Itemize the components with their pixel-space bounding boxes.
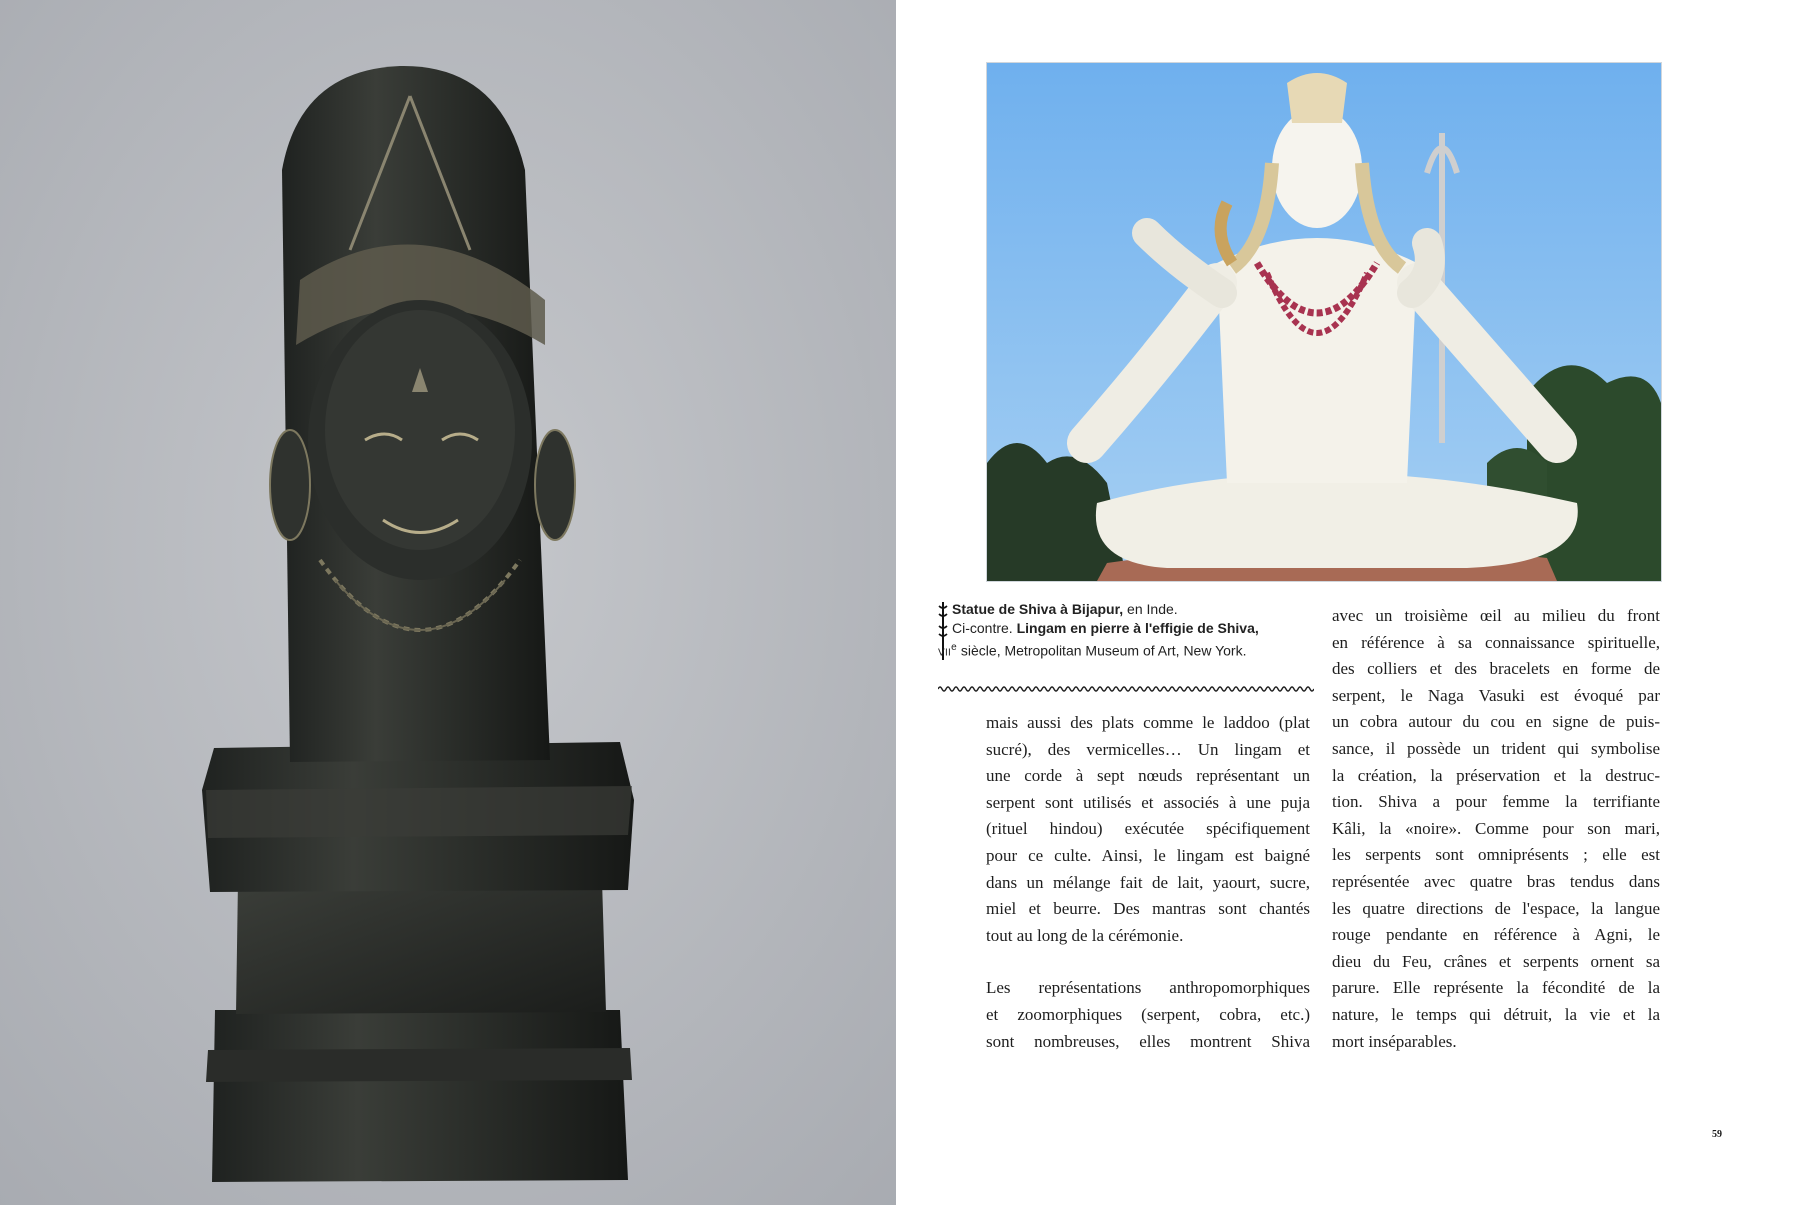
text-line: pour ce culte. Ainsi, le lingam est baigné (986, 845, 1310, 865)
page-number: 59 (1712, 1129, 1722, 1140)
text-line: (rituel hindou) exécutée spécifiquement (986, 819, 1310, 839)
text-line: en référence à sa connaissance spirituelle, (1332, 632, 1660, 652)
text-line: sont nombreuses, elles montrent Shiva (986, 1031, 1310, 1051)
caption-line-1: Statue de Shiva à Bijapur, en Inde. (952, 601, 1178, 617)
text-line: tout au long de la cérémonie. (986, 925, 1184, 945)
text-line: Kâli, la «noire». Comme pour son mari, (1332, 818, 1660, 838)
body-text-column-right (1332, 603, 1660, 1055)
text-line: serpent sont utilisés et associés à une puja (986, 792, 1310, 812)
text-line: un cobra autour du cou en signe de puis- (1332, 712, 1660, 732)
text-line: nature, le temps qui détruit, la vie et la (1332, 1004, 1660, 1024)
body-text-column-left (986, 710, 1310, 1055)
lingam-photo (0, 0, 896, 1205)
text-line: dieu du Feu, crânes et serpents ornent sa (1332, 951, 1660, 971)
text-line: rouge pendante en référence à Agni, le (1332, 925, 1660, 945)
text-line: parure. Elle représente la fécondité de la (1332, 978, 1660, 998)
text-line: une corde à sept nœuds représentant un (986, 766, 1310, 786)
text-line: mais aussi des plats comme le laddoo (plat (986, 713, 1310, 732)
text-line: Les représentations anthropomorphiques (986, 978, 1310, 998)
text-line: la création, la préservation et la destruc- (1332, 765, 1660, 785)
text-line: et zoomorphiques (serpent, cobra, etc.) (986, 1004, 1310, 1024)
text-line: dans un mélange fait de lait, yaourt, sucre, (986, 872, 1310, 892)
caption-line-3: VIIe siècle, Metropolitan Museum of Art, New York. (938, 642, 1247, 659)
text-line: miel et beurre. Des mantras sont chantés (986, 899, 1310, 919)
text-line: tion. Shiva a pour femme la terrifiante (1332, 792, 1660, 812)
paragraph-2 (986, 975, 1310, 1055)
photo-caption (938, 600, 1333, 663)
wavy-divider (938, 684, 1314, 694)
text-line: représentée avec quatre bras tendus dans (1332, 871, 1660, 891)
text-line: les quatre directions de l'espace, la langue (1332, 898, 1660, 918)
text-line: serpent, le Naga Vasuki est évoqué par (1332, 685, 1660, 705)
text-line: avec un troisième œil au milieu du front (1332, 606, 1660, 625)
text-line: mort inséparables. (1332, 1031, 1457, 1051)
text-line: sucré), des vermicelles… Un lingam et (986, 739, 1310, 759)
text-line: des colliers et des bracelets en forme de (1332, 659, 1660, 679)
paragraph-1 (986, 710, 1310, 949)
shiva-statue-photo (986, 62, 1662, 582)
text-line: sance, il possède un trident qui symbolise (1332, 738, 1660, 758)
caption-line-2: Ci-contre. Lingam en pierre à l'effigie de Shiva, (952, 620, 1259, 636)
text-line: les serpents sont omniprésents ; elle est (1332, 845, 1660, 865)
